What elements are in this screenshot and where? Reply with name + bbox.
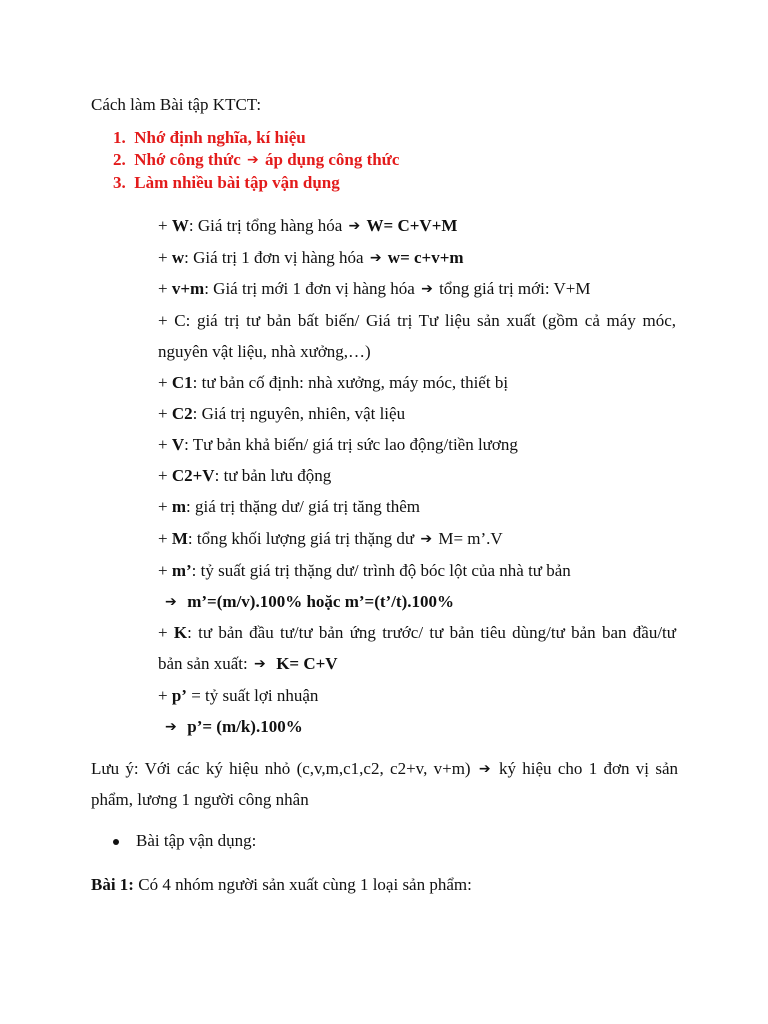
def-C-line-1: + C: giá trị tư bản bất biến/ Giá trị Tư liệu sản xuất (gồm cả máy móc,: [158, 311, 676, 330]
step-3: 3. Làm nhiều bài tập vận dụng: [113, 173, 340, 192]
def-V: + V: Tư bản khả biến/ giá trị sức lao động/tiền lương: [158, 435, 518, 454]
step-1: 1. Nhớ định nghĩa, kí hiệu: [113, 128, 306, 147]
def-w-small: + w: Giá trị 1 đơn vị hàng hóa ➔ w= c+v+m: [158, 248, 464, 267]
exercise-1: Bài 1: Có 4 nhóm người sản xuất cùng 1 loại sản phẩm:: [91, 875, 472, 894]
def-v-plus-m: + v+m: Giá trị mới 1 đơn vị hàng hóa ➔ tổng giá trị mới: V+M: [158, 279, 591, 298]
def-K-line-1: + K: tư bản đầu tư/tư bản ứng trước/ tư bản tiêu dùng/tư bản ban đầu/tư: [158, 623, 676, 642]
right-arrow-icon: ➔: [369, 250, 382, 266]
right-arrow-icon: ➔: [253, 656, 266, 672]
def-C2: + C2: Giá trị nguyên, nhiên, vật liệu: [158, 404, 406, 423]
def-W: + W: Giá trị tổng hàng hóa ➔ W= C+V+M: [158, 216, 458, 235]
formula-p-prime: ➔ p’= (m/k).100%: [165, 717, 303, 736]
def-K-line-2: bản sản xuất: ➔ K= C+V: [158, 654, 338, 673]
def-C-line-2: nguyên vật liệu, nhà xưởng,…): [158, 342, 371, 361]
formula-m-prime: ➔ m’=(m/v).100% hoặc m’=(t’/t).100%: [165, 592, 454, 611]
step-2: 2. Nhớ công thức ➔ áp dụng công thức: [113, 150, 400, 169]
right-arrow-icon: ➔: [165, 719, 177, 735]
right-arrow-icon: ➔: [478, 761, 491, 777]
def-M: + M: tổng khối lượng giá trị thặng dư ➔ M= m’.V: [158, 529, 503, 548]
right-arrow-icon: ➔: [348, 218, 361, 234]
note-line-1: Lưu ý: Với các ký hiệu nhỏ (c,v,m,c1,c2, c2+v, v+m) ➔ ký hiệu cho 1 đơn vị sản: [91, 759, 679, 778]
def-C2-plus-V: + C2+V: tư bản lưu động: [158, 466, 332, 485]
document-heading: Cách làm Bài tập KTCT:: [91, 95, 262, 114]
bullet-dot-icon: [113, 839, 119, 845]
bullet-item: Bài tập vận dụng:: [136, 831, 257, 850]
right-arrow-icon: ➔: [165, 594, 177, 610]
right-arrow-icon: ➔: [247, 152, 259, 168]
right-arrow-icon: ➔: [420, 531, 433, 547]
def-m-prime: + m’: tỷ suất giá trị thặng dư/ trình độ bóc lột của nhà tư bản: [158, 561, 571, 580]
def-m: + m: giá trị thặng dư/ giá trị tăng thêm: [158, 497, 420, 516]
def-p-prime: + p’ = tỷ suất lợi nhuận: [158, 686, 319, 705]
def-C1: + C1: tư bản cố định: nhà xưởng, máy móc, thiết bị: [158, 373, 509, 392]
right-arrow-icon: ➔: [421, 281, 433, 297]
note-line-2: phẩm, lương 1 người công nhân: [91, 790, 309, 809]
